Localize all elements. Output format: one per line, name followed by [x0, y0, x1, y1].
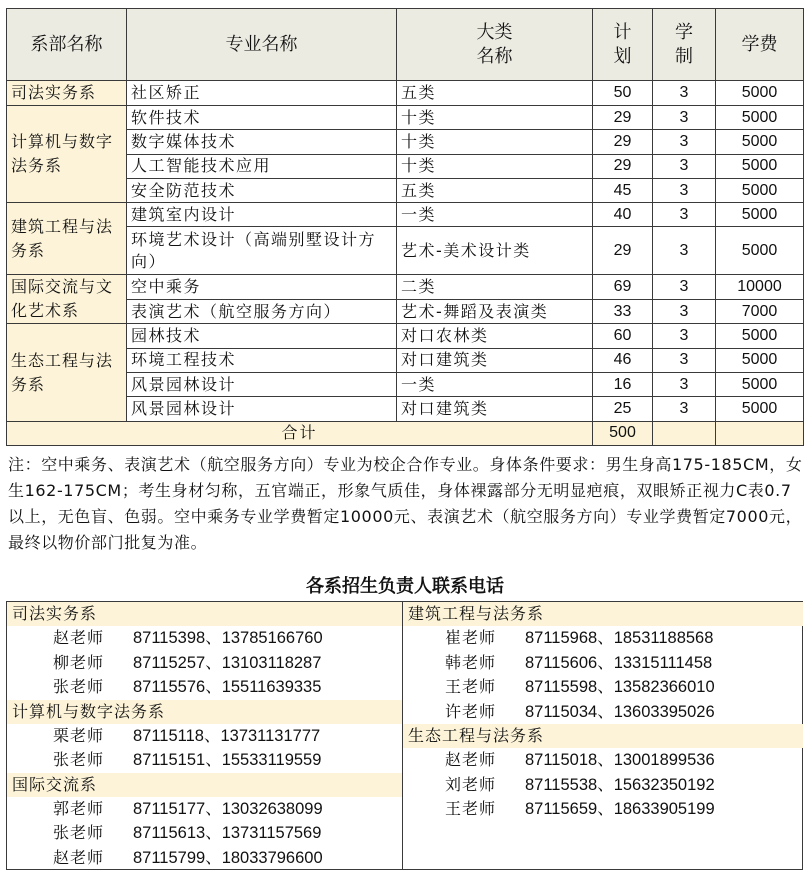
contact-row: [403, 700, 803, 725]
note-text: 注：空中乘务、表演艺术（航空服务方向）专业为校企合作专业。身体条件要求：男生身高175-185CM，女生162-175CM；考生身材匀称，五官端正，形象气质佳，身体裸露部分无明显疤痕，双眼矫正视力C表0.7以上，无色盲、色弱。空中乘务专业学费暂定10000元、表演艺术（航空服务方向）专业学费暂定7000元，最终以物价部门批复为准。: [8, 455, 803, 552]
header-category: [397, 9, 593, 81]
header-years-line1: 学: [675, 21, 693, 43]
contact-phones: 87115799、18033796600: [133, 848, 323, 867]
category-cell: 一类: [397, 373, 593, 397]
table-row: [7, 203, 804, 227]
plan-cell: 29: [593, 227, 653, 275]
major-cell: 社区矫正: [127, 81, 397, 106]
contact-row: [7, 846, 402, 871]
category-cell: 十类: [397, 130, 593, 154]
contact-name: 张老师: [53, 677, 105, 696]
total-empty-cell: [716, 421, 804, 445]
contact-phones: 87115659、18633905199: [525, 800, 715, 818]
contact-row: [403, 773, 803, 798]
years-cell: 3: [653, 203, 716, 227]
tuition-cell: 5000: [716, 130, 804, 154]
tuition-cell: 5000: [716, 373, 804, 397]
table-row: [7, 397, 804, 421]
tuition-cell: 5000: [716, 397, 804, 421]
years-cell: 3: [653, 154, 716, 178]
years-cell: 3: [653, 81, 716, 106]
plan-cell: 45: [593, 178, 653, 202]
tuition-cell: 5000: [716, 203, 804, 227]
total-label: 合计: [7, 421, 593, 445]
contact-name: 赵老师: [53, 847, 105, 867]
dept-cell: 计算机与数字法务系: [7, 106, 127, 203]
contact-phones: 87115613、13731157569: [133, 824, 322, 842]
contact-name: 柳老师: [53, 652, 105, 672]
header-major: 专业名称: [127, 9, 397, 81]
dept-cell: 建筑工程与法务系: [7, 203, 127, 275]
contact-phones: 87115398、13785166760: [133, 629, 323, 647]
years-cell: 3: [653, 397, 716, 421]
contact-dept-heading: 国际交流系: [7, 773, 402, 797]
contact-name: 郭老师: [53, 798, 105, 818]
contact-name: 栗老师: [53, 725, 105, 745]
table-row: [7, 373, 804, 397]
major-cell: 数字媒体技术: [127, 130, 397, 154]
major-cell: 园林技术: [127, 324, 397, 348]
contacts-left-column: [7, 602, 402, 869]
major-cell: 建筑室内设计: [127, 203, 397, 227]
contact-name: 赵老师: [445, 750, 497, 769]
header-years: [653, 9, 716, 81]
contacts-box: [6, 601, 803, 870]
category-cell: 二类: [397, 275, 593, 300]
contact-row: [403, 626, 803, 651]
plan-cell: 46: [593, 348, 653, 372]
major-cell: 风景园林设计: [127, 397, 397, 421]
contact-phones: 87115151、15533119559: [133, 751, 322, 769]
plan-cell: 50: [593, 81, 653, 106]
contact-name: 张老师: [53, 750, 105, 769]
total-plan: 500: [593, 421, 653, 445]
table-row: [7, 348, 804, 372]
contact-name: 张老师: [53, 823, 105, 842]
contact-phones: 87115968、18531188568: [525, 629, 714, 647]
table-row: [7, 178, 804, 202]
major-cell: 软件技术: [127, 106, 397, 130]
table-row: [7, 106, 804, 130]
contact-dept-heading: 建筑工程与法务系: [403, 602, 803, 626]
plan-cell: 69: [593, 275, 653, 300]
header-plan: [593, 9, 653, 81]
plan-cell: 40: [593, 203, 653, 227]
contact-name: 许老师: [445, 701, 497, 721]
tuition-cell: 5000: [716, 106, 804, 130]
contact-name: 王老师: [445, 799, 497, 818]
header-plan-line1: 计: [613, 21, 632, 43]
plan-cell: 29: [593, 154, 653, 178]
contact-row: [7, 724, 402, 749]
category-cell: 五类: [397, 178, 593, 202]
tuition-cell: 5000: [716, 227, 804, 275]
contact-phones: 87115018、13001899536: [525, 751, 715, 769]
years-cell: 3: [653, 106, 716, 130]
contact-row: [7, 626, 402, 651]
table-header-row: [7, 9, 804, 81]
enrollment-table: [6, 8, 804, 446]
tuition-cell: 7000: [716, 299, 804, 324]
years-cell: 3: [653, 299, 716, 324]
dept-cell: 司法实务系: [7, 81, 127, 106]
contact-dept-heading: 生态工程与法务系: [403, 724, 803, 748]
header-dept: 系部名称: [7, 9, 127, 81]
header-years-line2: 制: [675, 45, 693, 67]
major-cell: 环境艺术设计（高端别墅设计方向）: [127, 227, 397, 275]
dept-cell: 国际交流与文化艺术系: [7, 275, 127, 324]
contact-dept-heading: 司法实务系: [7, 602, 402, 626]
years-cell: 3: [653, 130, 716, 154]
plan-cell: 60: [593, 324, 653, 348]
contact-phones: 87115538、15632350192: [525, 775, 715, 794]
category-cell: 五类: [397, 81, 593, 106]
tuition-cell: 10000: [716, 275, 804, 300]
contact-row: [403, 651, 803, 676]
contact-phones: 87115034、13603395026: [525, 702, 715, 721]
tuition-cell: 5000: [716, 348, 804, 372]
total-row: [7, 421, 804, 445]
tuition-cell: 5000: [716, 178, 804, 202]
contact-row: [7, 797, 402, 822]
table-row: [7, 154, 804, 178]
contact-name: 韩老师: [445, 652, 497, 672]
category-cell: 对口农林类: [397, 324, 593, 348]
header-category-line2: 名称: [476, 45, 513, 67]
contact-phones: 87115576、15511639335: [133, 678, 322, 696]
contact-row: [7, 675, 402, 700]
table-row: [7, 299, 804, 324]
contact-dept-heading: 计算机与数字法务系: [7, 700, 402, 724]
contact-row: [403, 748, 803, 773]
plan-cell: 16: [593, 373, 653, 397]
years-cell: 3: [653, 348, 716, 372]
contact-row: [403, 675, 803, 700]
total-empty-cell: [653, 421, 716, 445]
tuition-cell: 5000: [716, 154, 804, 178]
tuition-cell: 5000: [716, 81, 804, 106]
contact-row: [7, 748, 402, 773]
contacts-title: 各系招生负责人联系电话: [306, 576, 504, 597]
major-cell: 安全防范技术: [127, 178, 397, 202]
contact-phones: 87115606、13315111458: [525, 653, 713, 672]
contact-row: [403, 797, 803, 822]
plan-cell: 33: [593, 299, 653, 324]
category-cell: 十类: [397, 106, 593, 130]
plan-cell: 29: [593, 130, 653, 154]
years-cell: 3: [653, 178, 716, 202]
header-plan-line2: 划: [613, 45, 632, 67]
years-cell: 3: [653, 275, 716, 300]
contact-name: 王老师: [445, 677, 497, 696]
tuition-cell: 5000: [716, 324, 804, 348]
contact-row: [7, 651, 402, 676]
major-cell: 空中乘务: [127, 275, 397, 300]
header-category-line1: 大类: [476, 21, 513, 43]
category-cell: 对口建筑类: [397, 397, 593, 421]
years-cell: 3: [653, 324, 716, 348]
contact-name: 赵老师: [53, 628, 105, 647]
category-cell: 艺术-美术设计类: [397, 227, 593, 275]
contact-phones: 87115598、13582366010: [525, 678, 715, 696]
contact-phones: 87115257、13103118287: [133, 653, 322, 672]
contact-row: [7, 821, 402, 846]
contact-name: 刘老师: [445, 774, 497, 794]
plan-cell: 29: [593, 106, 653, 130]
contact-phones: 87115177、13032638099: [133, 799, 323, 818]
header-tuition: 学费: [716, 9, 804, 81]
years-cell: 3: [653, 227, 716, 275]
contact-name: 崔老师: [445, 628, 497, 647]
contact-phones: 87115118、13731131777: [133, 726, 321, 745]
contacts-right-column: [402, 602, 803, 869]
major-cell: 表演艺术（航空服务方向）: [127, 299, 397, 324]
table-row: [7, 81, 804, 106]
years-cell: 3: [653, 373, 716, 397]
table-row: [7, 275, 804, 300]
major-cell: 风景园林设计: [127, 373, 397, 397]
major-cell: 环境工程技术: [127, 348, 397, 372]
major-cell: 人工智能技术应用: [127, 154, 397, 178]
category-cell: 十类: [397, 154, 593, 178]
table-row: [7, 324, 804, 348]
category-cell: 对口建筑类: [397, 348, 593, 372]
plan-cell: 25: [593, 397, 653, 421]
table-row: [7, 130, 804, 154]
category-cell: 艺术-舞蹈及表演类: [397, 299, 593, 324]
dept-cell: 生态工程与法务系: [7, 324, 127, 421]
table-row: [7, 227, 804, 275]
category-cell: 一类: [397, 203, 593, 227]
